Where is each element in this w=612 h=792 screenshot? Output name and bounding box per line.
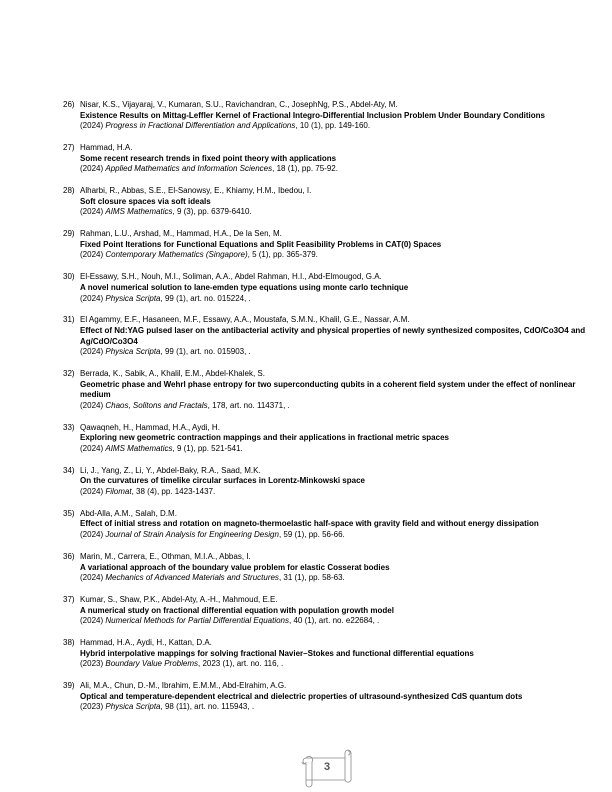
reference-journal: AIMS Mathematics: [105, 443, 173, 453]
reference-details: , 9 (3), pp. 6379-6410.: [172, 207, 252, 217]
page-number: 3: [323, 761, 331, 773]
reference-title[interactable]: Fixed Point Iterations for Functional Equations and Split Feasibility Problems in CAT(0) Spaces: [80, 239, 442, 249]
reference-source: [80, 207, 603, 218]
reference-details: , 2023 (1), art. no. 116, .: [198, 659, 284, 669]
reference-year: (2024): [80, 443, 104, 453]
reference-source: [80, 250, 603, 261]
reference-year: (2024): [80, 616, 104, 626]
reference-number: 32): [63, 369, 75, 379]
reference-source: [80, 573, 603, 584]
reference-number: 26): [63, 100, 75, 109]
reference-title[interactable]: Existence Results on Mittag-Leffler Kernel of Fractional Integro-Differential Inclusion Problem Under Boundary Conditions: [80, 110, 545, 120]
reference-authors: Berrada, K., Sabik, A., Khalil, E.M., Abdel-Khalek, S.: [80, 369, 265, 379]
reference-details: , 5 (1), pp. 365-379.: [247, 250, 318, 260]
reference-item: [63, 186, 603, 218]
reference-details: , 98 (11), art. no. 115943, .: [160, 702, 255, 712]
reference-item: [63, 638, 603, 670]
reference-details: , 59 (1), pp. 56-66.: [278, 530, 345, 540]
reference-year: (2024): [80, 400, 104, 410]
reference-year: (2024): [80, 293, 104, 303]
reference-title[interactable]: Soft closure spaces via soft ideals: [80, 196, 211, 206]
reference-details: , 38 (4), pp. 1423-1437.: [131, 487, 216, 496]
reference-year: (2023): [80, 702, 104, 712]
reference-number: 31): [63, 315, 75, 325]
reference-source: [80, 294, 603, 305]
reference-source: [80, 659, 603, 670]
reference-journal: Physica Scripta: [105, 702, 161, 712]
reference-authors: Ali, M.A., Chun, D.-M., Ibrahim, E.M.M., Abd-Elrahim, A.G.: [80, 681, 287, 691]
reference-item: [63, 423, 603, 455]
reference-source: [80, 616, 603, 627]
reference-details: , 178, art. no. 114371, .: [207, 400, 290, 410]
reference-number: 29): [63, 229, 75, 239]
reference-year: (2024): [80, 573, 104, 583]
reference-details: , 9 (1), pp. 521-541.: [172, 443, 243, 453]
reference-source: [80, 702, 603, 713]
reference-source: [80, 444, 603, 455]
reference-number: 36): [63, 551, 75, 561]
reference-authors: Abd-Alla, A.M., Salah, D.M.: [80, 508, 177, 518]
reference-number: 39): [63, 681, 75, 691]
reference-title[interactable]: A novel numerical solution to lane-emden type equations using monte carlo technique: [80, 282, 409, 292]
reference-item: [63, 100, 603, 132]
reference-journal: Physica Scripta: [105, 293, 161, 303]
reference-item: [63, 315, 603, 357]
reference-journal: Numerical Methods for Partial Differential Equations: [105, 616, 289, 626]
reference-authors: Li, J., Yang, Z., Li, Y., Abdel-Baky, R.A., Saad, M.K.: [80, 465, 261, 475]
reference-year: (2024): [80, 250, 104, 260]
reference-year: (2023): [80, 659, 104, 669]
reference-number: 37): [63, 595, 75, 605]
reference-authors: Nisar, K.S., Vijayaraj, V., Kumaran, S.U., Ravichandran, C., JosephNg, P.S., Abdel-Aty, M.: [80, 100, 398, 109]
reference-details: , 18 (1), pp. 75-92.: [272, 164, 338, 174]
reference-authors: Hammad, H.A., Aydi, H., Kattan, D.A.: [80, 638, 212, 648]
reference-source: [80, 121, 603, 132]
reference-title[interactable]: Effect of initial stress and rotation on magneto-thermoelastic half-space with gravity field and without energy dissipation: [80, 519, 539, 529]
reference-source: [80, 487, 603, 498]
reference-number: 35): [63, 508, 75, 518]
reference-journal: Applied Mathematics and Information Sciences: [105, 164, 273, 174]
reference-title[interactable]: A numerical study on fractional differential equation with population growth model: [80, 605, 394, 615]
reference-details: , 99 (1), art. no. 015224, .: [160, 293, 251, 303]
reference-journal: Journal of Strain Analysis for Engineering Design: [105, 530, 279, 540]
reference-journal: Chaos, Solitons and Fractals: [105, 400, 208, 410]
reference-source: [80, 530, 603, 541]
reference-authors: Kumar, S., Shaw, P.K., Abdel-Aty, A.-H., Mahmoud, E.E.: [80, 595, 278, 605]
reference-number: 33): [63, 422, 75, 432]
reference-journal: Contemporary Mathematics (Singapore): [105, 250, 248, 260]
reference-item: [63, 272, 603, 304]
reference-number: 28): [63, 186, 75, 196]
reference-details: , 31 (1), pp. 58-63.: [278, 573, 345, 583]
reference-list: [63, 100, 603, 724]
reference-title[interactable]: Optical and temperature-dependent electrical and dielectric properties of ultrasound-synthesized CdS quantum dots: [80, 691, 523, 701]
reference-details: , 99 (1), art. no. 015903, .: [160, 347, 251, 357]
reference-authors: Rahman, L.U., Arshad, M., Hammad, H.A., De la Sen, M.: [80, 229, 282, 239]
reference-number: 34): [63, 465, 75, 475]
reference-source: [80, 347, 603, 358]
reference-year: (2024): [80, 121, 104, 131]
reference-number: 27): [63, 143, 75, 153]
reference-item: [63, 509, 603, 541]
reference-item: [63, 229, 603, 261]
reference-title[interactable]: Geometric phase and Wehrl phase entropy for two superconducting qubits in a coherent field system under the effect of nonlinear medium: [80, 379, 576, 400]
reference-authors: Hammad, H.A.: [80, 143, 133, 153]
reference-year: (2024): [80, 347, 104, 357]
reference-journal: AIMS Mathematics: [105, 207, 173, 217]
reference-title[interactable]: On the curvatures of timelike circular surfaces in Lorentz-Minkowski space: [80, 476, 365, 486]
reference-details: , 40 (1), art. no. e22684, .: [289, 616, 380, 626]
reference-item: [63, 595, 603, 627]
reference-year: (2024): [80, 487, 104, 496]
reference-journal: Physica Scripta: [105, 347, 161, 357]
reference-item: [63, 552, 603, 584]
reference-year: (2024): [80, 164, 104, 174]
reference-authors: El Agammy, E.F., Hasaneen, M.F., Essawy, A.A., Moustafa, S.M.N., Khalil, G.E., Nassar, A.M.: [80, 315, 410, 325]
reference-title[interactable]: Hybrid interpolative mappings for solving fractional Navier–Stokes and functional differential equations: [80, 648, 474, 658]
reference-journal: Mechanics of Advanced Materials and Structures: [105, 573, 279, 583]
reference-title[interactable]: Effect of Nd:YAG pulsed laser on the antibacterial activity and physical properties of newly synthesized composites, CdO/Co3O4 and Ag/CdO/Co3O4: [80, 325, 586, 346]
page-number-scroll: [298, 748, 350, 788]
reference-authors: Alharbi, R., Abbas, S.E., El-Sanowsy, E., Khiamy, H.M., Ibedou, I.: [80, 186, 312, 196]
reference-item: [63, 369, 603, 411]
reference-title[interactable]: Exploring new geometric contraction mappings and their applications in fractional metric spaces: [80, 433, 449, 443]
reference-source: [80, 401, 603, 412]
reference-authors: El-Essawy, S.H., Nouh, M.I., Soliman, A.A., Abdel Rahman, H.I., Abd-Elmougod, G.A.: [80, 272, 382, 282]
reference-journal: Boundary Value Problems: [105, 659, 199, 669]
reference-number: 38): [63, 638, 75, 648]
reference-number: 30): [63, 272, 75, 282]
reference-year: (2024): [80, 530, 104, 540]
reference-item: [63, 681, 603, 713]
reference-authors: Marin, M., Carrera, E., Othman, M.I.A., Abbas, I.: [80, 551, 251, 561]
reference-authors: Qawaqneh, H., Hammad, H.A., Aydi, H.: [80, 422, 220, 432]
reference-details: , 10 (1), pp. 149-160.: [295, 121, 371, 131]
reference-journal: Filomat: [105, 487, 132, 496]
reference-source: [80, 164, 603, 175]
reference-item: [63, 143, 603, 175]
reference-year: (2024): [80, 207, 104, 217]
reference-item: [63, 466, 603, 498]
reference-title[interactable]: Some recent research trends in fixed point theory with applications: [80, 153, 337, 163]
reference-title[interactable]: A variational approach of the boundary value problem for elastic Cosserat bodies: [80, 562, 390, 572]
reference-journal: Progress in Fractional Differentiation and Applications: [105, 121, 296, 131]
